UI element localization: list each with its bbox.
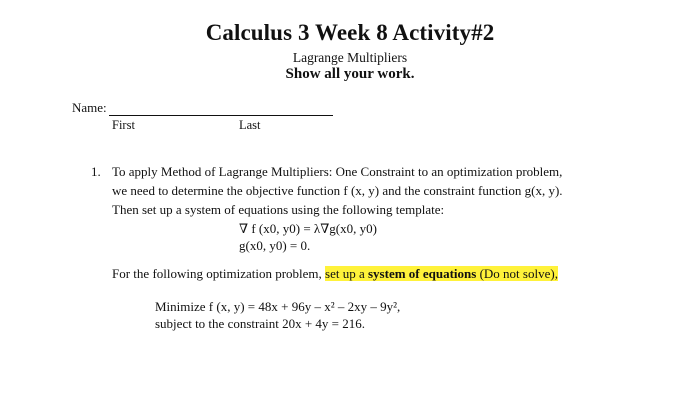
problem-objective: Minimize f (x, y) = 48x + 96y – x² – 2xy – 9y², — [155, 299, 401, 314]
problem-constraint: subject to the constraint 20x + 4y = 216. — [155, 316, 365, 331]
setup-highlight-bold: system of equations — [368, 266, 477, 281]
setup-highlight-text-end: (Do not solve), — [476, 266, 558, 281]
question-text-line: we need to determine the objective function f (x, y) and the constraint function g(x, y). — [112, 183, 563, 198]
name-field — [72, 100, 333, 116]
question-number: 1. — [91, 164, 101, 179]
question-text-line: To apply Method of Lagrange Multipliers: One Constraint to an optimization problem, — [112, 164, 563, 179]
template-equation-gradient: ∇ f (x0, y0) = λ∇g(x0, y0) — [239, 221, 377, 236]
page-title: Calculus 3 Week 8 Activity#2 — [205, 20, 495, 45]
template-equation-constraint: g(x0, y0) = 0. — [239, 238, 311, 253]
name-first-label: First — [112, 118, 135, 132]
page-subtitle: Lagrange Multipliers — [292, 50, 408, 65]
question-text-line: Then set up a system of equations using the following template: — [112, 202, 445, 217]
name-blank-line[interactable] — [109, 102, 333, 116]
work-instruction: Show all your work. — [285, 66, 415, 82]
name-last-label: Last — [239, 118, 261, 132]
setup-prefix: For the following optimization problem, — [112, 266, 326, 281]
setup-highlight-text: set up a — [325, 266, 368, 281]
setup-instruction — [112, 266, 558, 282]
name-label: Name: — [72, 100, 107, 115]
